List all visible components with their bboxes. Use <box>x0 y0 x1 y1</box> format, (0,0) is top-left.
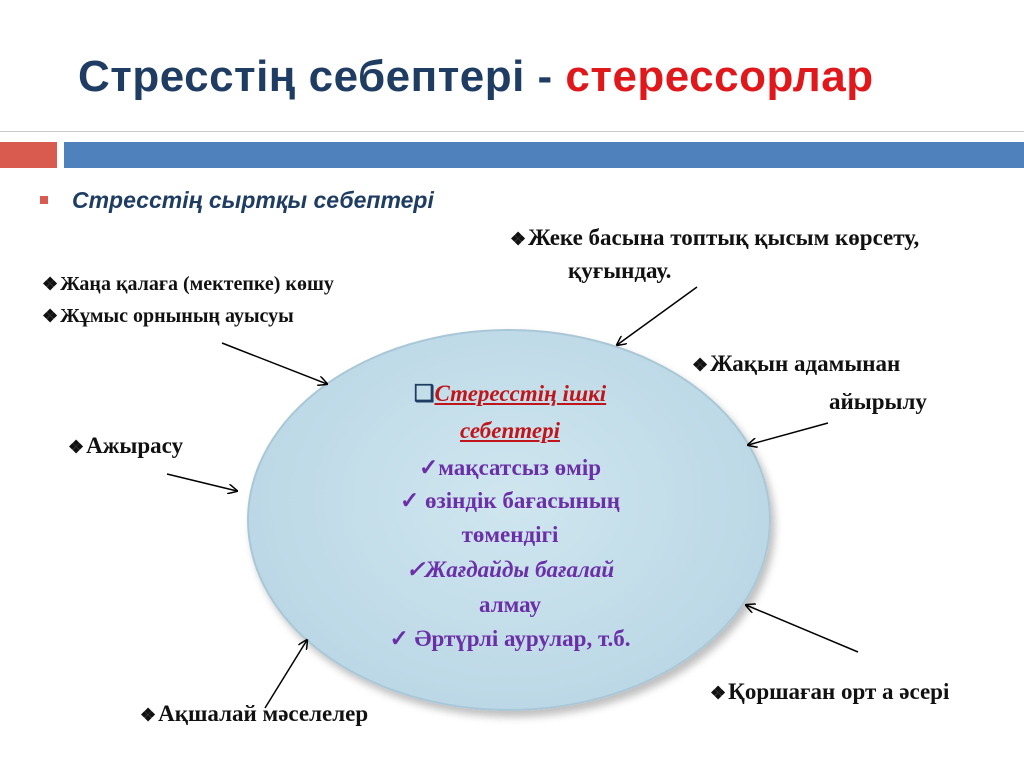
external-cause-money: ❖Ақшалай мәселелер <box>140 701 369 726</box>
diamond-bullet-icon: ❖ <box>68 437 85 457</box>
internal-title-cont: себептері <box>460 418 560 443</box>
external-cause-pressure-cont: қуғындау. <box>568 258 672 283</box>
arrow-loss <box>748 423 828 445</box>
arrow-move <box>222 343 327 384</box>
internal-title: ❑Стересстің ішкі <box>413 381 607 406</box>
internal-item: ✓ өзіндік бағасының <box>399 488 620 513</box>
internal-item-cont: төмендігі <box>461 522 559 547</box>
external-cause-pressure: ❖Жеке басына топтық қысым көрсету, <box>510 225 920 250</box>
checkmark-icon: ✓ <box>389 626 409 651</box>
arrow-environment <box>746 605 858 652</box>
checkmark-icon: ✓ <box>405 557 426 582</box>
diamond-bullet-icon: ❖ <box>510 229 527 249</box>
title-main: Стресстің себептері - <box>78 52 566 101</box>
external-cause-loss-cont: айырылу <box>829 389 927 414</box>
diamond-bullet-icon: ❖ <box>710 683 727 703</box>
checkmark-icon: ✓ <box>399 488 420 513</box>
diamond-bullet-icon: ❖ <box>140 705 157 725</box>
internal-item: ✓Жағдайды бағалай <box>405 557 615 582</box>
diamond-bullet-icon: ❖ <box>42 274 59 294</box>
external-cause-environment: ❖Қоршаған орт а әсері <box>710 679 950 704</box>
arrow-money <box>265 640 307 708</box>
internal-item: ✓ Әртүрлі аурулар, т.б. <box>389 626 631 651</box>
internal-item: ✓мақсатсыз өмір <box>418 455 602 480</box>
title-accent: стерессорлар <box>565 52 874 101</box>
external-cause-loss: ❖Жақын адамынан <box>692 351 901 376</box>
external-cause-move: ❖ Жаңа қалаға (мектепке) көшу <box>42 273 334 295</box>
arrow-divorce <box>167 474 237 491</box>
checkmark-icon: ✓ <box>418 455 439 480</box>
diamond-bullet-icon: ❖ <box>692 355 709 375</box>
subtitle-text: Стресстің сыртқы себептері <box>72 187 434 213</box>
arrow-pressure <box>617 287 697 345</box>
internal-item-cont: алмау <box>479 592 541 617</box>
external-cause-job: ❖ Жұмыс орнының ауысуы <box>42 305 294 327</box>
diamond-bullet-icon: ❖ <box>42 306 59 326</box>
external-cause-divorce: ❖Ажырасу <box>68 433 184 458</box>
checkbox-bullet-icon: ❑ <box>413 381 435 406</box>
